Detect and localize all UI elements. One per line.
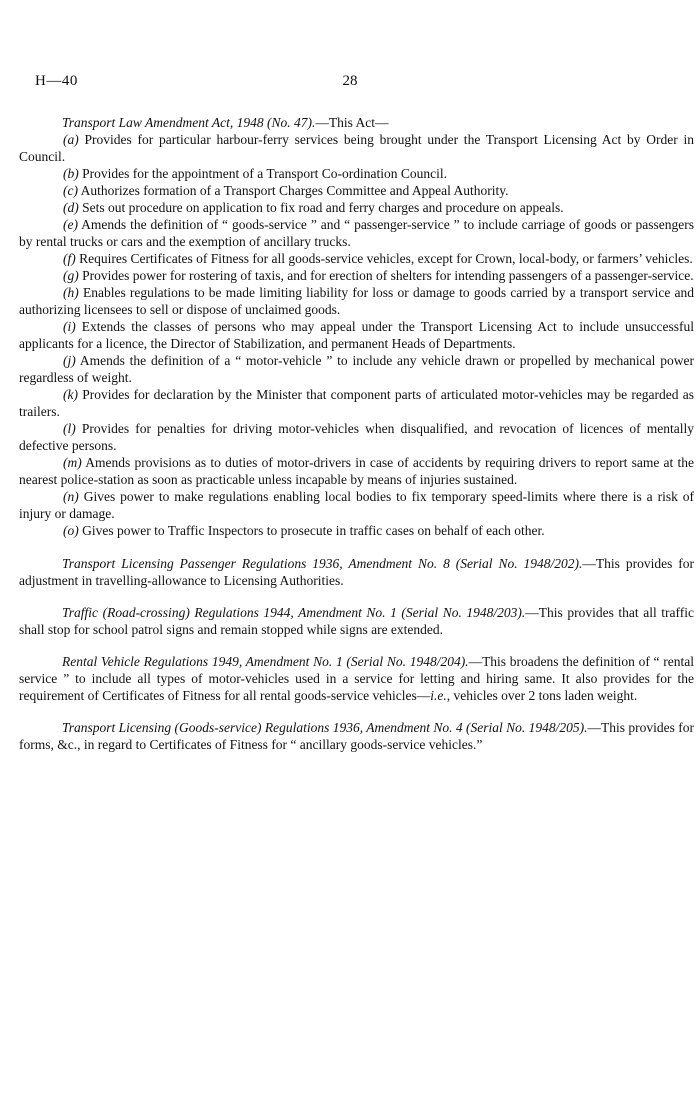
item-label: (n) xyxy=(63,489,79,504)
act-item xyxy=(19,250,694,267)
regulation-title: Rental Vehicle Regulations 1949, Amendment No. 1 (Serial No. 1948/204). xyxy=(62,654,469,669)
page-number: 28 xyxy=(342,73,358,89)
act-item xyxy=(19,522,694,539)
item-text: Sets out procedure on application to fix road and ferry charges and procedure on appeals. xyxy=(82,200,564,215)
document-body xyxy=(19,114,694,753)
item-label: (a) xyxy=(63,132,79,147)
act-item xyxy=(19,165,694,182)
act-title: Transport Law Amendment Act, 1948 (No. 47). xyxy=(62,115,316,130)
item-label: (h) xyxy=(63,285,79,300)
act-item xyxy=(19,182,694,199)
item-text: Provides for declaration by the Minister that component parts of articulated motor-vehicles may be regarded as trailers. xyxy=(19,387,694,419)
regulation-body-tail: , vehicles over 2 tons laden weight. xyxy=(446,688,638,703)
regulation-paragraph xyxy=(19,719,694,753)
item-label: (d) xyxy=(63,200,79,215)
regulation-title: Transport Licensing Passenger Regulations 1936, Amendment No. 8 (Serial No. 1948/202). xyxy=(62,556,583,571)
item-text: Provides for penalties for driving motor-vehicles when disqualified, and revocation of licences of mentally defective persons. xyxy=(19,421,695,453)
regulation-body: —This broadens the definition of “ rental service ” to include all types of motor-vehicles used in a service for letting and hiring same. It also provides for the requirement of Certificates of Fitness for all rental goods-service vehicles— xyxy=(19,654,694,703)
item-text: Provides power for rostering of taxis, and for erection of shelters for intending passengers of a passenger-service. xyxy=(82,268,694,283)
act-heading xyxy=(19,114,694,131)
item-text: Amends the definition of a “ motor-vehicle ” to include any vehicle drawn or propelled by mechanical power regardless of weight. xyxy=(19,353,694,385)
regulation-body-italic: i.e. xyxy=(430,688,447,703)
act-item xyxy=(19,284,694,318)
item-label: (f) xyxy=(63,251,76,266)
item-text: Provides for the appointment of a Transport Co-ordination Council. xyxy=(82,166,447,181)
regulation-body: —This provides for adjustment in travelling-allowance to Licensing Authorities. xyxy=(19,556,695,588)
item-text: Requires Certificates of Fitness for all goods-service vehicles, except for Crown, local-body, or farmers’ vehicles. xyxy=(79,251,693,266)
regulation-paragraph xyxy=(19,555,694,589)
regulation-paragraph xyxy=(19,604,694,638)
item-label: (c) xyxy=(63,183,78,198)
item-text: Authorizes formation of a Transport Charges Committee and Appeal Authority. xyxy=(80,183,509,198)
item-label: (b) xyxy=(63,166,79,181)
item-label: (m) xyxy=(63,455,82,470)
act-item xyxy=(19,216,694,250)
act-item xyxy=(19,352,694,386)
item-label: (e) xyxy=(63,217,78,232)
item-label: (j) xyxy=(63,353,76,368)
item-text: Amends provisions as to duties of motor-drivers in case of accidents by requiring drivers to report same at the nearest police-station as soon as practicable unless incapable by means of injuries sustained. xyxy=(19,455,694,487)
act-intro: —This Act— xyxy=(315,115,389,130)
item-label: (k) xyxy=(63,387,78,402)
act-item xyxy=(19,488,694,522)
act-item xyxy=(19,454,694,488)
act-item xyxy=(19,267,694,284)
regulation-title: Traffic (Road-crossing) Regulations 1944, Amendment No. 1 (Serial No. 1948/203). xyxy=(62,605,526,620)
page-header xyxy=(35,73,665,95)
item-label: (o) xyxy=(63,523,79,538)
page-id: H—40 xyxy=(35,73,78,89)
regulation-body: —This provides that all traffic shall stop for school patrol signs and remain stopped while signs are extended. xyxy=(19,605,694,637)
item-text: Enables regulations to be made limiting liability for loss or damage to goods carried by a transport service and authorizing licensees to sell or dispose of unclaimed goods. xyxy=(19,285,695,317)
act-item xyxy=(19,386,694,420)
item-text: Provides for particular harbour-ferry services being brought under the Transport Licensing Act by Order in Council. xyxy=(19,132,695,164)
item-label: (i) xyxy=(63,319,76,334)
regulation-title: Transport Licensing (Goods-service) Regulations 1936, Amendment No. 4 (Serial No. 1948/205). xyxy=(62,720,588,735)
item-text: Amends the definition of “ goods-service ” and “ passenger-service ” to include carriage of goods or passengers by rental trucks or cars and the exemption of ancillary trucks. xyxy=(19,217,694,249)
regulation-body: —This provides for forms, &c., in regard to Certificates of Fitness for “ ancillary goods-service vehicles.” xyxy=(19,720,695,752)
item-text: Extends the classes of persons who may appeal under the Transport Licensing Act to include unsuccessful applicants for a licence, the Director of Stabilization, and permanent Heads of Departments. xyxy=(19,319,694,351)
act-item xyxy=(19,420,694,454)
item-text: Gives power to Traffic Inspectors to prosecute in traffic cases on behalf of each other. xyxy=(82,523,545,538)
regulation-paragraph xyxy=(19,653,694,704)
act-item xyxy=(19,318,694,352)
item-label: (l) xyxy=(63,421,76,436)
item-label: (g) xyxy=(63,268,79,283)
act-item xyxy=(19,131,694,165)
act-item xyxy=(19,199,694,216)
item-text: Gives power to make regulations enabling local bodies to fix temporary speed-limits where there is a risk of injury or damage. xyxy=(19,489,695,521)
